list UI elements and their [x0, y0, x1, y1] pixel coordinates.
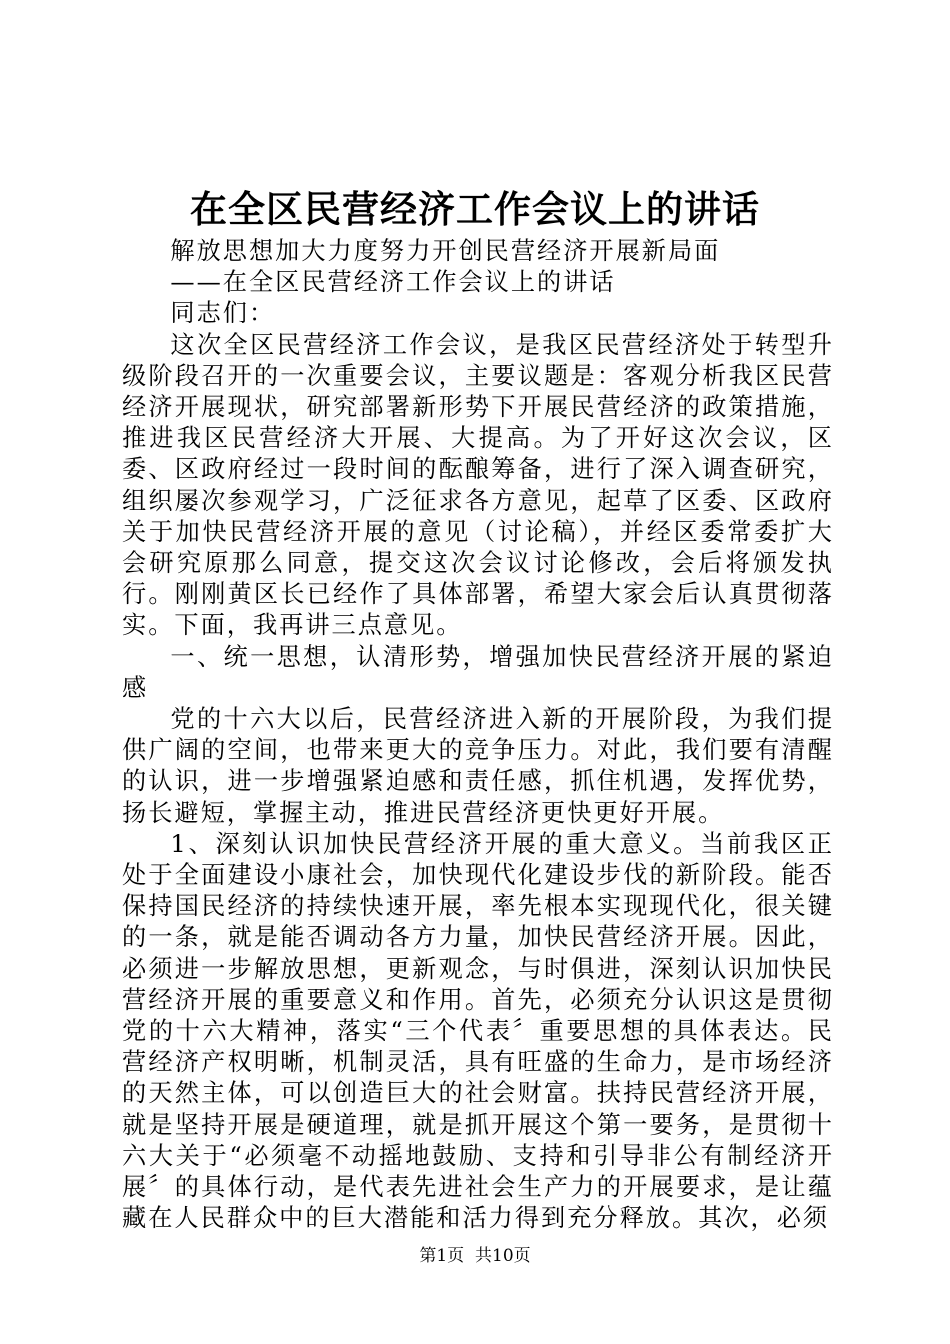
document-title: 在全区民营经济工作会议上的讲话 [190, 187, 760, 231]
document-body [122, 236, 834, 1235]
page-footer [0, 1244, 950, 1268]
subtitle: 解放思想加大力度努力开创民营经济开展新局面 [170, 237, 721, 265]
page-number: 第1页 [419, 1246, 465, 1266]
paragraph-section-1: 党的十六大以后，民营经济进入新的开展阶段，为我们提供广阔的空间，也带来更大的竞争压力。对此，我们要有清醒的认识，进一步增强紧迫感和责任感，抓住机遇，发挥优势，扬长避短，掌握主动，推进民营经济更快更好开展。 [122, 705, 834, 827]
section-heading-1: 一、统一思想，认清形势，增强加快民营经济开展的紧迫感 [122, 642, 834, 702]
salutation: 同志们： [170, 299, 276, 328]
page-total: 共10页 [475, 1246, 531, 1266]
paragraph-point-1: 1、深刻认识加快民营经济开展的重大意义。当前我区正处于全面建设小康社会，加快现代化建设步伐的新阶段。能否保持国民经济的持续快速开展，率先根本实现现代化，很关键的一条，就是能否调动各方力量，加快民营经济开展。因此，必须进一步解放思想，更新观念，与时俱进，深刻认识加快民营经济开展的重要意义和作用。首先，必须充分认识这是贯彻党的十六大精神，落实“三个代表〞重要思想的具体表达。民营经济产权明晰，机制灵活，具有旺盛的生命力，是市场经济的天然主体，可以创造巨大的社会财富。扶持民营经济开展，就是坚持开展是硬道理，就是抓开展这个第一要务，是贯彻十六大关于“必须毫不动摇地鼓励、支持和引导非公有制经济开展〞的具体行动，是代表先进社会生产力的开展要求，是让蕴藏在人民群众中的巨大潜能和活力得到充分释放。其次，必须 [122, 829, 834, 1233]
paragraph-intro: 这次全区民营经济工作会议，是我区民营经济处于转型升级阶段召开的一次重要会议，主要议题是：客观分析我区民营经济开展现状，研究部署新形势下开展民营经济的政策措施，推进我区民营经济大开展、大提高。为了开好这次会议，区委、区政府经过一段时间的酝酿筹备，进行了深入调查研究，组织屡次参观学习，广泛征求各方意见，起草了区委、区政府关于加快民营经济开展的意见（讨论稿），并经区委常委扩大会研究原那么同意，提交这次会议讨论修改，会后将颁发执行。刚刚黄区长已经作了具体部署，希望大家会后认真贯彻落实。下面，我再讲三点意见。 [122, 330, 834, 640]
subtitle-dash-line: ——在全区民营经济工作会议上的讲话 [170, 268, 616, 297]
